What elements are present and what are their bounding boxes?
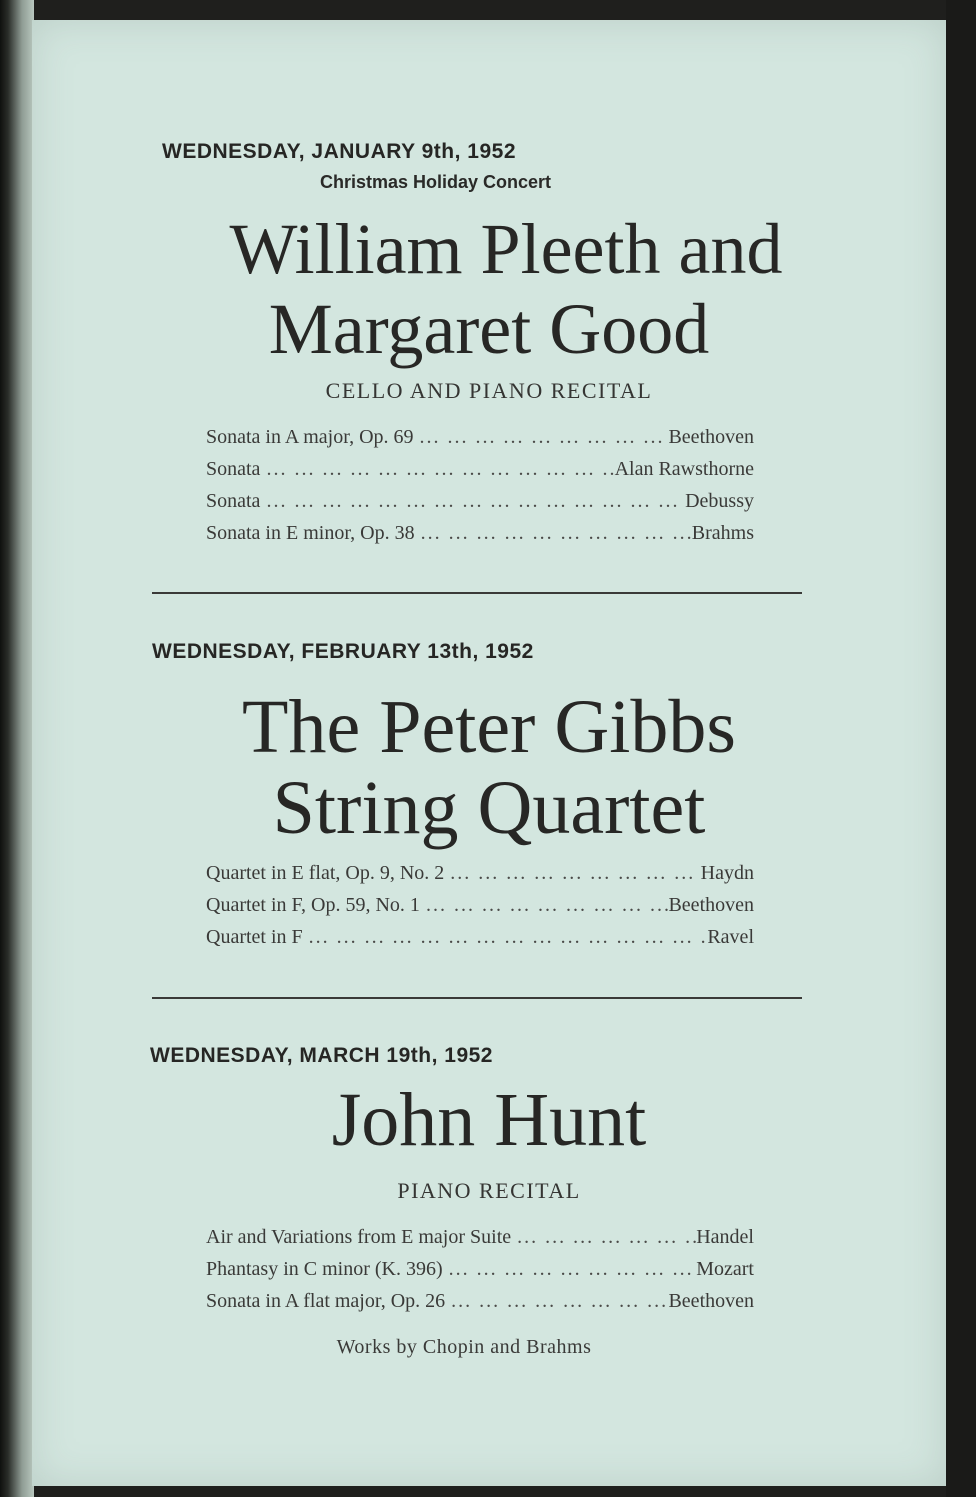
programme-work: Air and Variations from E major Suite — [206, 1226, 512, 1248]
programme-work: Sonata — [206, 458, 261, 480]
concert-2-performer-line-1: The Peter Gibbs — [242, 685, 736, 769]
programme-work: Phantasy in C minor (K. 396) — [206, 1258, 443, 1280]
leader-dots — [443, 1253, 697, 1285]
programme-work: Quartet in F — [206, 926, 303, 948]
programme-item — [206, 857, 754, 889]
leader-dots — [445, 1285, 668, 1317]
programme-composer: Beethoven — [668, 1290, 754, 1312]
concert-3-date: WEDNESDAY, MARCH 19th, 1952 — [150, 1044, 493, 1067]
programme-work: Quartet in F, Op. 59, No. 1 — [206, 894, 420, 916]
concert-1-recital-type: CELLO AND PIANO RECITAL — [325, 378, 653, 403]
leader-dots — [260, 485, 685, 517]
leader-dots — [444, 857, 700, 889]
section-divider — [152, 997, 802, 999]
concert-2-date: WEDNESDAY, FEBRUARY 13th, 1952 — [152, 640, 534, 663]
concert-1-date: WEDNESDAY, JANUARY 9th, 1952 — [162, 140, 516, 163]
concert-1-performer-line-2: Margaret Good — [268, 289, 710, 369]
programme-item — [206, 485, 754, 517]
programme-composer: Brahms — [691, 522, 754, 544]
concert-2-programme — [206, 857, 754, 953]
binding-edge — [0, 0, 34, 1497]
concert-1-subtitle: Christmas Holiday Concert — [320, 172, 552, 192]
programme-composer: Beethoven — [668, 426, 754, 448]
concert-1-programme — [206, 421, 754, 549]
programme-item — [206, 453, 754, 485]
concert-3-programme — [206, 1221, 754, 1317]
programme-item — [206, 1253, 754, 1285]
leader-dots — [260, 453, 614, 485]
programme-work: Sonata in A major, Op. 69 — [206, 426, 414, 448]
concert-3-recital-type: PIANO RECITAL — [397, 1178, 581, 1203]
programme-composer: Mozart — [696, 1258, 754, 1280]
programme-composer: Ravel — [707, 926, 754, 948]
leader-dots — [414, 421, 669, 453]
programme-item — [206, 517, 754, 549]
concert-3-note: Works by Chopin and Brahms — [336, 1336, 592, 1358]
programme-composer: Debussy — [685, 490, 754, 512]
programme-item — [206, 421, 754, 453]
programme-composer: Alan Rawsthorne — [614, 458, 754, 480]
programme-item — [206, 1285, 754, 1317]
programme-composer: Beethoven — [668, 894, 754, 916]
leader-dots — [303, 921, 708, 953]
programme-item — [206, 889, 754, 921]
programme-work: Sonata — [206, 490, 261, 512]
programme-item — [206, 921, 754, 953]
leader-dots — [511, 1221, 696, 1253]
background-edge — [946, 0, 976, 1497]
programme-item — [206, 1221, 754, 1253]
concert-2-performer-line-2: String Quartet — [272, 766, 706, 850]
sheet-content — [32, 20, 946, 1486]
programme-composer: Handel — [696, 1226, 754, 1248]
concert-3-performer-line-1: John Hunt — [331, 1078, 647, 1162]
section-divider — [152, 592, 802, 594]
programme-composer: Haydn — [700, 862, 754, 884]
programme-work: Sonata in A flat major, Op. 26 — [206, 1290, 446, 1312]
concert-1-performer-line-1: William Pleeth and — [229, 209, 783, 289]
leader-dots — [415, 517, 692, 549]
programme-sheet — [32, 20, 946, 1486]
leader-dots — [420, 889, 669, 921]
programme-work: Sonata in E minor, Op. 38 — [206, 522, 415, 544]
programme-work: Quartet in E flat, Op. 9, No. 2 — [206, 862, 445, 884]
